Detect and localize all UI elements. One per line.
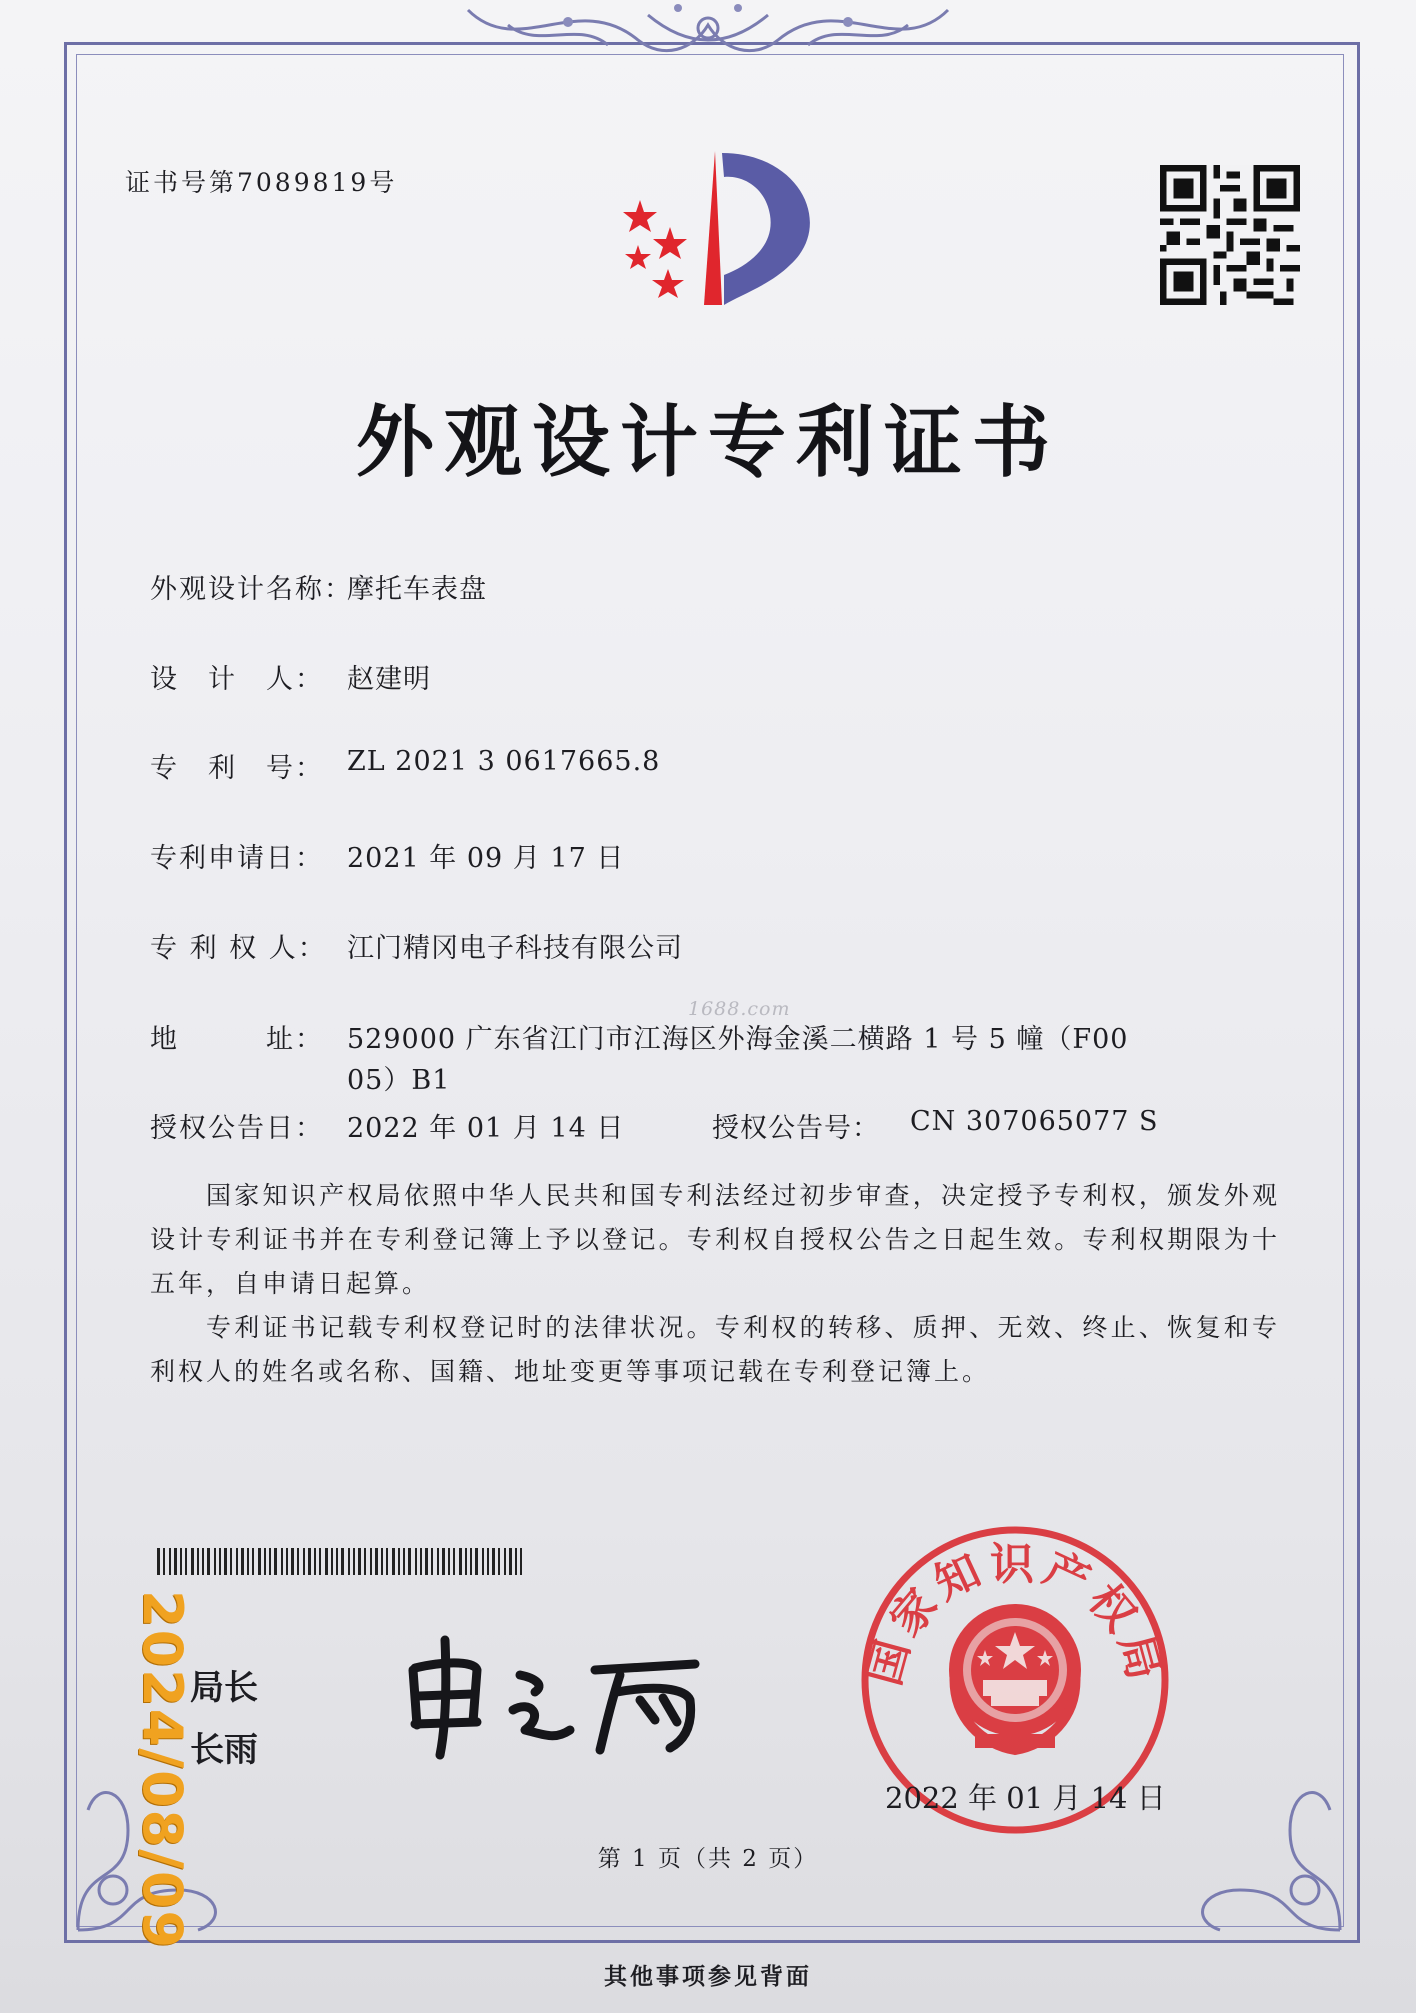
designer-value: 赵建明 xyxy=(347,664,431,695)
patentee-value: 江门精冈电子科技有限公司 xyxy=(347,933,683,964)
barcode-bar xyxy=(230,1548,232,1575)
filing-date-label: 专利申请日： xyxy=(150,843,324,874)
patent-number-label: 专 利 号： xyxy=(150,753,324,784)
barcode-bar xyxy=(515,1548,517,1575)
legal-status-paragraph: 专利证书记载专利权登记时的法律状况。专利权的转移、质押、无效、终止、恢复和专利权人的姓名或名称、国籍、地址变更等事项记载在专利登记簿上。 xyxy=(150,1313,1280,1386)
patentee-label: 专 利 权 人： xyxy=(150,933,327,964)
barcode-bar xyxy=(336,1548,338,1575)
filing-date-value: 2021 年 09 月 17 日 xyxy=(347,843,625,874)
barcode-bar xyxy=(252,1548,254,1575)
barcode-bar xyxy=(487,1548,489,1575)
director-name-label: 长雨 xyxy=(190,1730,258,1770)
barcode-bar xyxy=(425,1548,428,1575)
address-value-line1: 529000 广东省江门市江海区外海金溪二横路 1 号 5 幢（F00 xyxy=(347,1024,1129,1055)
barcode-bar xyxy=(169,1548,171,1575)
certificate-title: 外观设计专利证书 xyxy=(355,398,1060,488)
barcode-bar xyxy=(348,1548,350,1575)
qr-code xyxy=(1160,165,1300,305)
barcode-bar xyxy=(398,1548,400,1575)
barcode-bar xyxy=(207,1548,210,1575)
barcode-bar xyxy=(448,1548,450,1575)
barcode-bar xyxy=(341,1548,344,1575)
barcode-bar xyxy=(274,1548,277,1575)
barcode-bar xyxy=(431,1548,433,1575)
footer-note: 其他事项参见背面 xyxy=(604,1963,812,1990)
barcode-bar xyxy=(197,1548,199,1575)
barcode-bar xyxy=(415,1548,417,1575)
barcode-bar xyxy=(269,1548,271,1575)
barcode-bar xyxy=(202,1548,204,1575)
photo-date-stamp: 2024/08/09 xyxy=(131,1590,194,1951)
barcode-bar xyxy=(364,1548,366,1575)
barcode-bar xyxy=(358,1548,361,1575)
barcode-bar xyxy=(442,1548,445,1575)
barcode-bar xyxy=(459,1548,462,1575)
barcode-bar xyxy=(191,1548,194,1575)
barcode-bar xyxy=(180,1548,182,1575)
barcode-bar xyxy=(386,1548,388,1575)
barcode-bar xyxy=(470,1548,472,1575)
patent-office-logo xyxy=(600,145,830,315)
top-ornament xyxy=(448,0,968,70)
patent-number-value: ZL 2021 3 0617665.8 xyxy=(347,746,661,777)
barcode-bar xyxy=(281,1548,283,1575)
barcode-bar xyxy=(453,1548,455,1575)
barcode-bar xyxy=(408,1548,411,1575)
design-name-label: 外观设计名称： xyxy=(150,574,353,605)
grant-statement-paragraph: 国家知识产权局依照中华人民共和国专利法经过初步审查，决定授予专利权，颁发外观设计专利证书并在专利登记簿上予以登记。专利权自授权公告之日起生效。专利权期限为十五年，自申请日起算。 xyxy=(150,1181,1280,1298)
director-signature xyxy=(395,1630,715,1760)
barcode-bar xyxy=(219,1548,221,1575)
barcode-bar xyxy=(504,1548,506,1575)
director-title-label: 局长 xyxy=(190,1668,258,1708)
barcode-bar xyxy=(482,1548,484,1575)
designer-label: 设 计 人： xyxy=(150,664,324,695)
barcode-bar xyxy=(403,1548,405,1575)
barcode-bar xyxy=(258,1548,261,1575)
barcode-bar xyxy=(498,1548,500,1575)
barcode-bar xyxy=(314,1548,316,1575)
grant-number-value: CN 307065077 S xyxy=(910,1106,1159,1137)
address-label: 地 址： xyxy=(150,1024,324,1055)
barcode-bar xyxy=(381,1548,383,1575)
seal-date: 2022 年 01 月 14 日 xyxy=(885,1781,1166,1815)
seal-text: 国家知识产权局 xyxy=(858,1538,1172,1691)
barcode-bar xyxy=(319,1548,321,1575)
barcode-bar xyxy=(375,1548,378,1575)
barcode-bar xyxy=(247,1548,249,1575)
barcode-bar xyxy=(370,1548,372,1575)
barcode-bar xyxy=(509,1548,512,1575)
barcode-bar xyxy=(475,1548,478,1575)
barcode-bar xyxy=(325,1548,328,1575)
page-indicator: 第 1 页（共 2 页） xyxy=(597,1846,819,1872)
barcode-bar xyxy=(520,1548,522,1575)
grant-number-label: 授权公告号： xyxy=(712,1113,880,1144)
watermark: 1688.com xyxy=(688,998,791,1020)
grant-date-label: 授权公告日： xyxy=(150,1113,324,1144)
design-name-value: 摩托车表盘 xyxy=(347,574,487,605)
barcode-bar xyxy=(157,1548,160,1575)
barcode-bar xyxy=(163,1548,165,1575)
barcode-bar xyxy=(291,1548,294,1575)
barcode-bar xyxy=(214,1548,216,1575)
address-value-line2: 05）B1 xyxy=(347,1065,451,1096)
barcode-bar xyxy=(420,1548,422,1575)
barcode-bar xyxy=(353,1548,355,1575)
barcode-bar xyxy=(241,1548,244,1575)
certificate-number: 证书号第7089819号 xyxy=(125,168,398,197)
barcode-bar xyxy=(308,1548,311,1575)
barcode-bar xyxy=(492,1548,495,1575)
barcode-bar xyxy=(303,1548,305,1575)
barcode-bar xyxy=(174,1548,177,1575)
barcode-bar xyxy=(185,1548,187,1575)
barcode-bar xyxy=(224,1548,227,1575)
barcode-bar xyxy=(286,1548,288,1575)
barcode-bar xyxy=(465,1548,467,1575)
barcode-bar xyxy=(392,1548,395,1575)
barcode-bar xyxy=(437,1548,439,1575)
grant-date-value: 2022 年 01 月 14 日 xyxy=(347,1113,625,1144)
barcode-bar xyxy=(264,1548,266,1575)
barcode-bar xyxy=(297,1548,299,1575)
barcode-bar xyxy=(331,1548,333,1575)
barcode xyxy=(157,1548,527,1575)
barcode-bar xyxy=(236,1548,238,1575)
